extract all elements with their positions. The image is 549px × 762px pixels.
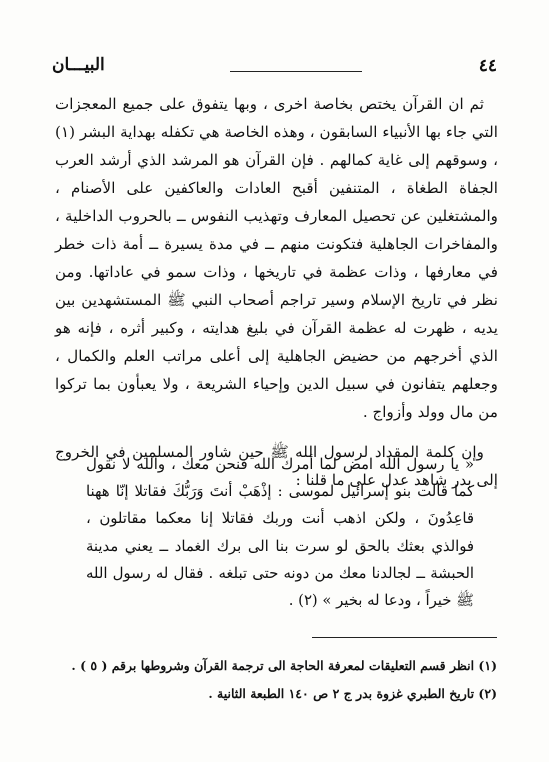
paragraph-1: ثم ان القرآن يختص بخاصة اخرى ، وبها يتفوق على جميع المعجزات التي جاء بها الأنبياء السابقون ، وهذه الخاصة هي تكفله بهداية البشر (١) ، وسوقهم إلى غاية كمالهم . فإن القرآن هو المرشد الذي أرشد العرب الجفاة الطغاة ، المتنفين أقبح العادات والعاكفين على الأصنام ، والمشتغلين عن تحصيل المعارف وتهذيب النفوس ــ بالحروب الداخلية ، والمفاخرات الجاهلية فتكونت منهم ــ في مدة يسيرة ــ أمة ذات خطر في معارفها ، وذات عظمة في تاريخها ، وذات سمو في عاداتها. ومن نظر في تاريخ الإسلام وسير تراجم أصحاب النبي ﷺ المستشهدين بين يديه ، ظهرت له عظمة القرآن في بليغ هدايته ، وكبير أثره ، فإنه هو الذي أخرجهم من حضيض الجاهلية إلى أعلى مراتب العلم والكمال ، وجعلهم يتفانون في سبيل الدين وإحياء الشريعة ، ولا يعبأون بما تركوا من مال وولد وأزواج . [55,95,498,421]
header-rule [230,71,362,72]
footnote-rule [312,637,497,638]
main-text [55,90,498,494]
running-title: البيـــان [52,55,105,75]
quotation-block [86,451,474,614]
footnote-2: (٢) تاريخ الطبري غزوة بدر ج ٢ ص ١٤٠ الطبعة الثانية . [208,686,497,701]
page-header [52,56,497,80]
quotation-text: « يا رسول الله امض لما أمرك الله فنحن معك ، والله لا نقول كما قالت بنو إسرائيل لموسى : إذْهَبْ أنتَ وَرَبُّكَ فقاتلا إنّا ههنا قاعِدُونَ ، ولكن اذهب أنت وربك فقاتلا إنا معكما مقاتلون ، فوالذي بعثك بالحق لو سرت بنا الى برك الغماد ــ يعني مدينة الحبشة ــ لجالدنا معك من دونه حتى تبلغه . فقال له رسول الله ﷺ خيراً ، ودعا له بخير » (٢) . [86,456,474,610]
footnotes [55,652,497,708]
footnote-1: (١) انظر قسم التعليقات لمعرفة الحاجة الى ترجمة القرآن وشروطها برقم ( ٥ ) . [71,658,497,673]
paragraph-2: وإن كلمة المقداد لرسول الله ﷺ حين شاور المسلمين في الخروج إلى بدر شاهد عدل على ما قلنا : [55,443,498,489]
page-number: ٤٤ [478,56,497,76]
